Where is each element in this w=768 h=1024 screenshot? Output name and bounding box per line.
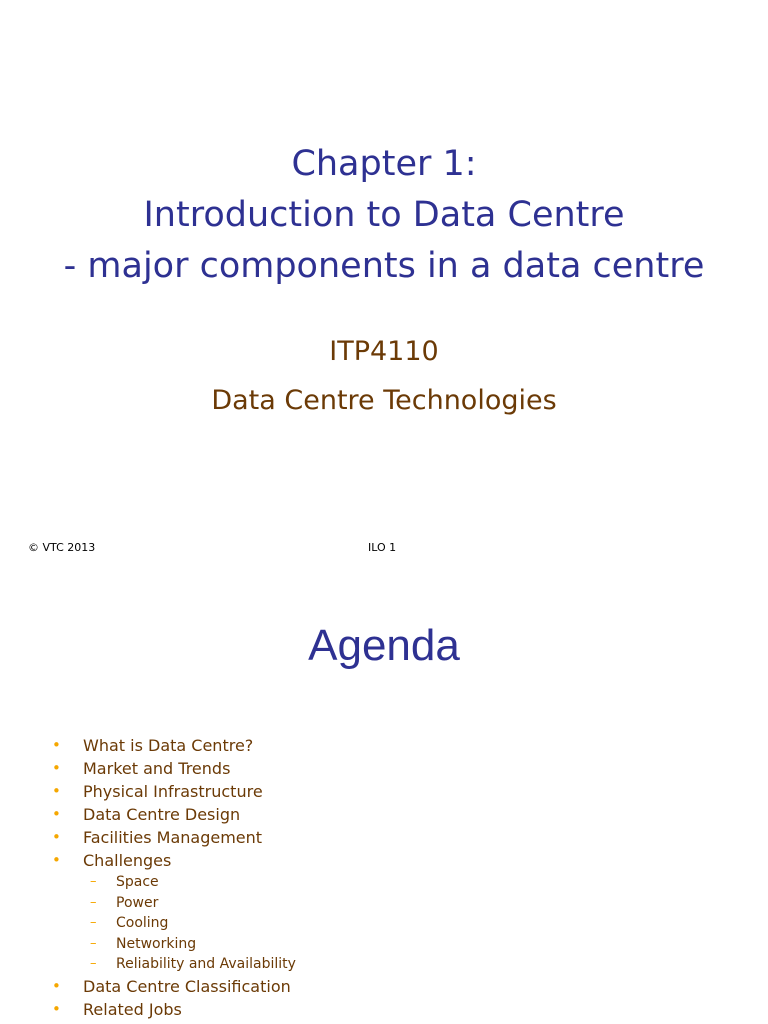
agenda-item-label: What is Data Centre? (83, 736, 254, 755)
challenges-sublist-container (0, 872, 768, 975)
bullet-icon: • (52, 828, 61, 846)
challenges-sublist (0, 872, 768, 975)
challenge-subitem-label: Space (116, 874, 159, 890)
chapter-title-line-2: Introduction to Data Centre (143, 195, 625, 235)
agenda-item-label: Challenges (83, 851, 172, 870)
bullet-icon: • (52, 851, 61, 869)
challenge-subitem (0, 893, 768, 914)
agenda-item (0, 975, 768, 998)
agenda-title: Agenda (308, 621, 460, 670)
challenge-subitem-label: Power (116, 894, 159, 911)
challenge-subitem (0, 913, 768, 934)
challenge-subitem (0, 934, 768, 955)
ilo-footer: ILO 1 (368, 541, 397, 554)
bullet-icon: • (52, 759, 61, 777)
bullet-icon: • (52, 736, 61, 754)
challenge-subitem-label: Networking (116, 935, 197, 952)
bullet-icon: • (52, 805, 61, 823)
agenda-item (0, 826, 768, 849)
agenda-item-label: Physical Infrastructure (83, 782, 263, 801)
agenda-item (0, 757, 768, 780)
agenda-item-label: Market and Trends (83, 759, 231, 778)
copyright-footer: © VTC 2013 (28, 541, 96, 554)
chapter-title-line-1: Chapter 1: (291, 144, 477, 184)
agenda-item (0, 849, 768, 872)
challenge-subitem (0, 872, 768, 893)
bullet-icon: • (52, 976, 61, 995)
course-name: Data Centre Technologies (211, 385, 557, 416)
agenda-item (0, 734, 768, 757)
dash-icon: – (90, 894, 97, 910)
agenda-item-label: Data Centre Design (83, 805, 241, 824)
agenda-item (0, 780, 768, 803)
course-code: ITP4110 (329, 336, 439, 367)
agenda-item-label: Data Centre Classification (83, 976, 291, 996)
chapter-title-line-3: - major components in a data centre (63, 246, 705, 286)
agenda-list (0, 734, 768, 1021)
agenda-item-label: Related Jobs (83, 999, 182, 1019)
challenge-subitem-label: Reliability and Availability (116, 956, 296, 972)
dash-icon: – (90, 935, 97, 951)
agenda-item (0, 803, 768, 826)
agenda-item-label: Facilities Management (83, 828, 263, 847)
dash-icon: – (90, 915, 97, 930)
bullet-icon: • (52, 999, 61, 1018)
agenda-item (0, 998, 768, 1021)
challenge-subitem (0, 954, 768, 975)
agenda-slide (0, 576, 768, 1024)
bullet-icon: • (52, 782, 61, 800)
dash-icon: – (90, 874, 97, 889)
dash-icon: – (90, 956, 97, 971)
challenge-subitem-label: Cooling (116, 915, 169, 931)
